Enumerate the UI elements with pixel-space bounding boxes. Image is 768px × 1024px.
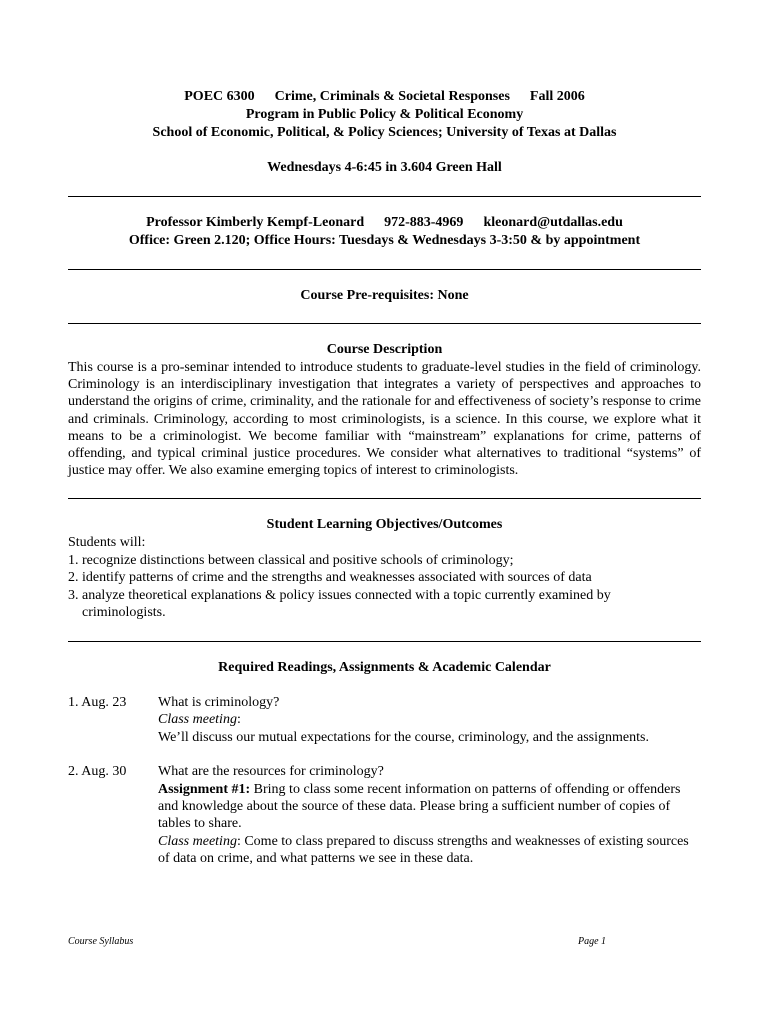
class-meeting-text: We’ll discuss our mutual expectations for the course, criminology, and the assignments. — [158, 729, 649, 745]
professor-contact — [68, 214, 701, 232]
calendar-entry — [68, 763, 701, 867]
course-header — [68, 88, 701, 177]
entry-topic: What is criminology? — [158, 694, 280, 710]
course-code: POEC 6300 — [184, 89, 255, 104]
divider — [68, 498, 701, 499]
entry-date: 2. Aug. 30 — [68, 764, 127, 780]
entry-date: 1. Aug. 23 — [68, 694, 127, 710]
divider — [68, 641, 701, 642]
footer-page-number: Page 1 — [578, 936, 607, 947]
course-description-heading: Course Description — [326, 342, 443, 357]
class-meeting-label: Class meeting — [158, 833, 237, 849]
objective-item: 2. identify patterns of crime and the strengths and weaknesses associated with sources of data — [68, 570, 592, 586]
course-term: Fall 2006 — [529, 89, 585, 104]
prerequisites: Course Pre-requisites: None — [300, 288, 469, 303]
professor-name: Professor Kimberly Kempf-Leonard — [146, 215, 365, 230]
readings-section — [68, 659, 701, 868]
course-title: Crime, Criminals & Societal Responses — [274, 89, 510, 104]
class-meeting-text: Come to class prepared to discuss strengths and weaknesses of existing sources of data on crime, and what patterns we see in these data. — [158, 833, 689, 867]
objective-item: 1. recognize distinctions between classical and positive schools of criminology; — [68, 552, 514, 568]
syllabus-page — [68, 88, 701, 868]
divider — [68, 196, 701, 197]
entry-topic: What are the resources for criminology? — [158, 764, 384, 780]
class-meeting-label: Class meeting: — [158, 712, 241, 728]
divider — [68, 323, 701, 324]
objective-item: 3. analyze theoretical explanations & policy issues connected with a topic currently examined by — [68, 587, 611, 603]
course-line — [68, 88, 701, 106]
objectives-heading: Student Learning Objectives/Outcomes — [266, 517, 503, 533]
professor-email: kleonard@utdallas.edu — [483, 215, 623, 230]
objectives-intro: Students will: — [68, 535, 146, 551]
course-description-text: This course is a pro-seminar intended to introduce students to graduate-level studies in the field of criminology. Criminology is an interdisciplinary investigation that integrates a variety of perspectives and approaches to understand the origins of crime, criminality, and the rationale for and effectiveness of society’s response to crime and criminals. Criminology, according to most criminologists, is a science. In this course, we explore what it means to be a criminologist. We become familiar with “mainstream” explanations for crime, patterns of offending, and typical criminal justice procedures. We consider what alternatives to traditional “systems” of justice may offer. We also examine emerging topics of interest to criminologists. — [68, 360, 701, 479]
office-hours: Office: Green 2.120; Office Hours: Tuesdays & Wednesdays 3-3:50 & by appointment — [128, 233, 641, 248]
school-name: School of Economic, Political, & Policy Sciences; University of Texas at Dallas — [152, 125, 617, 140]
assignment-text: Bring to class some recent information on patterns of offending or offenders and knowledge about the source of these data. Please bring a sufficient number of copies of tables to share. — [158, 781, 681, 832]
professor-info — [68, 214, 701, 250]
assignment-label: Assignment #1: — [158, 781, 251, 797]
course-description-section — [68, 341, 701, 479]
calendar-entry — [68, 694, 701, 746]
class-schedule: Wednesdays 4-6:45 in 3.604 Green Hall — [267, 160, 502, 175]
readings-heading: Required Readings, Assignments & Academic Calendar — [218, 659, 551, 675]
assignment — [158, 781, 701, 833]
class-meeting: Class meeting: Come to class prepared to discuss strengths and weaknesses of existing sources of data on crime, and what patterns we see in these data. — [158, 833, 689, 867]
objectives-section — [68, 516, 701, 622]
footer-left: Course Syllabus — [68, 936, 134, 947]
objective-item-continuation: criminologists. — [82, 605, 166, 621]
divider — [68, 269, 701, 270]
program-name: Program in Public Policy & Political Economy — [245, 107, 524, 122]
professor-phone: 972-883-4969 — [384, 215, 464, 230]
